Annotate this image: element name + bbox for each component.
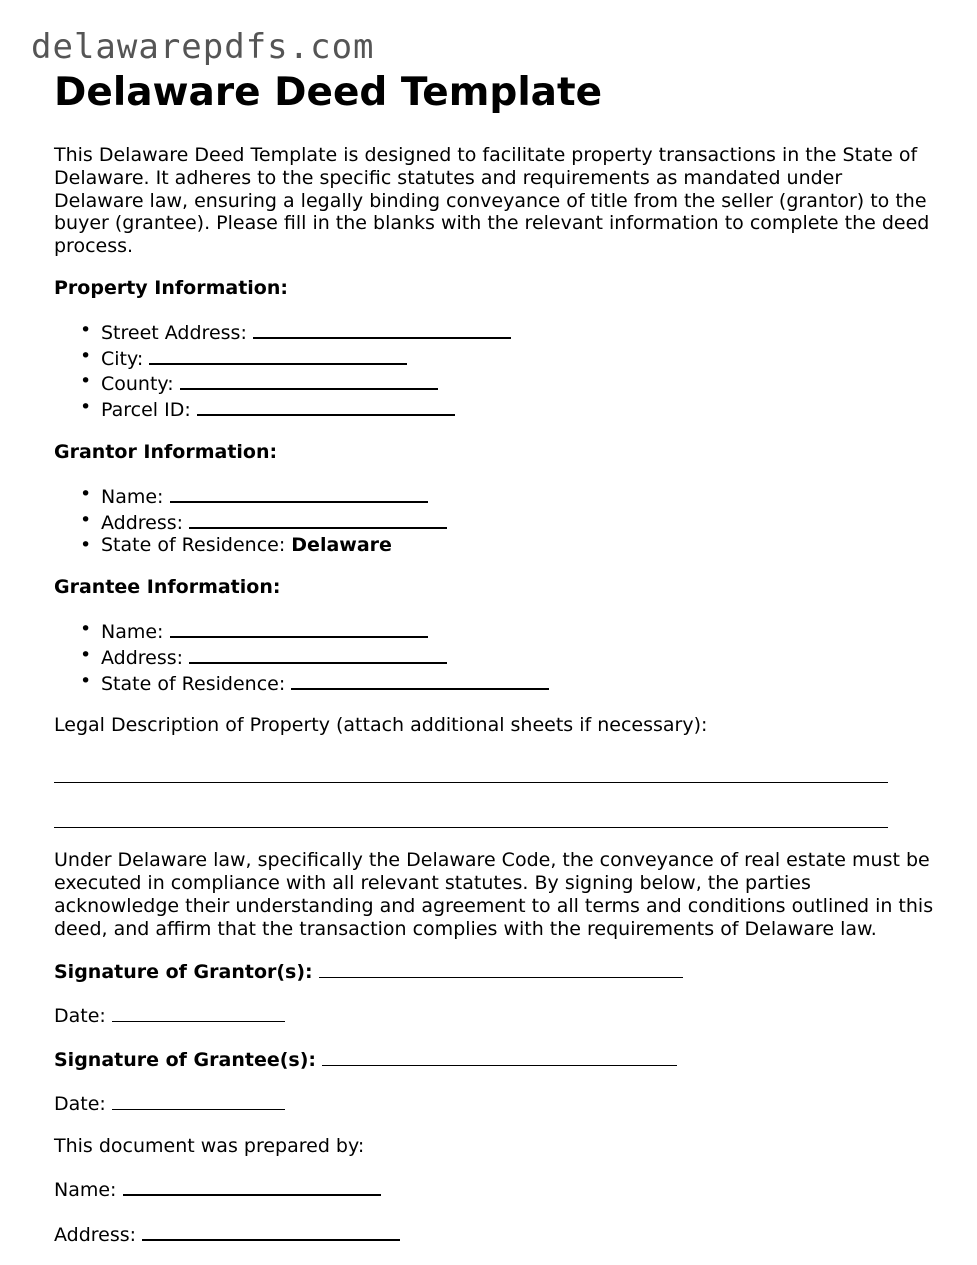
list-item — [101, 670, 934, 696]
grantee-signature-field[interactable] — [322, 1047, 677, 1066]
preparer-name-label: Name: — [54, 1179, 117, 1202]
grantor-residence-label: State of Residence: — [101, 534, 286, 557]
grantee-date-row — [54, 1091, 934, 1116]
page-title: Delaware Deed Template — [54, 70, 603, 115]
compliance-paragraph: Under Delaware law, specifically the Delaware Code, the conveyance of real estate must be executed in compliance with all relevant statutes. By signing below, the parties acknowledge their understanding and agreement to all terms and conditions outlined in this deed, and affirm that the transaction complies with the requirements of Delaware law. — [54, 849, 934, 940]
list-item — [101, 345, 934, 371]
deed-document — [54, 72, 934, 1247]
grantee-heading: Grantee Information: — [54, 576, 281, 599]
list-item — [101, 644, 934, 670]
grantor-address-field[interactable] — [189, 509, 447, 529]
city-label: City: — [101, 347, 144, 370]
preparer-heading: This document was prepared by: — [54, 1134, 365, 1157]
grantor-name-field[interactable] — [170, 483, 428, 503]
intro-paragraph: This Delaware Deed Template is designed to facilitate property transactions in the State of Delaware. It adheres to the specific statutes and requirements as mandated under Delaware law, ensuring a legally binding conveyance of title from the seller (grantor) to the buyer (grantee). Please fill in the blanks with the relevant information to complete the deed process. — [54, 144, 930, 258]
street-address-field[interactable] — [253, 319, 511, 339]
list-item — [101, 509, 934, 535]
grantee-residence-label: State of Residence: — [101, 672, 286, 695]
legal-description-line-1[interactable] — [54, 758, 888, 783]
grantee-address-field[interactable] — [189, 644, 447, 664]
property-heading: Property Information: — [54, 276, 288, 299]
grantor-name-label: Name: — [101, 485, 164, 508]
legal-description-label: Legal Description of Property (attach additional sheets if necessary): — [54, 714, 708, 737]
preparer-address-row — [54, 1221, 934, 1247]
property-list — [54, 319, 934, 422]
grantor-signature-row — [54, 959, 934, 984]
list-item — [101, 319, 934, 345]
preparer-name-row — [54, 1176, 934, 1202]
grantee-date-field[interactable] — [112, 1091, 285, 1110]
preparer-address-label: Address: — [54, 1224, 137, 1247]
grantor-heading: Grantor Information: — [54, 440, 278, 463]
grantor-signature-field[interactable] — [319, 959, 683, 978]
watermark-text: delawarepdfs.com — [31, 27, 375, 67]
grantee-address-label: Address: — [101, 646, 184, 669]
grantor-address-label: Address: — [101, 511, 184, 534]
preparer-name-field[interactable] — [123, 1176, 381, 1196]
grantor-date-row — [54, 1003, 934, 1028]
grantor-date-field[interactable] — [112, 1003, 285, 1022]
list-item — [101, 483, 934, 509]
list-item — [101, 534, 934, 557]
county-field[interactable] — [180, 370, 438, 390]
grantee-name-label: Name: — [101, 620, 164, 643]
city-field[interactable] — [149, 345, 407, 365]
grantee-name-field[interactable] — [170, 618, 428, 638]
grantee-date-label: Date: — [54, 1092, 106, 1115]
parcel-id-label: Parcel ID: — [101, 399, 191, 422]
legal-description-line-2[interactable] — [54, 803, 888, 828]
parcel-id-field[interactable] — [197, 396, 455, 416]
grantor-residence-value: Delaware — [291, 534, 392, 557]
grantee-residence-field[interactable] — [291, 670, 549, 690]
grantor-list — [54, 483, 934, 557]
list-item — [101, 370, 934, 396]
grantor-signature-label: Signature of Grantor(s): — [54, 961, 313, 984]
grantee-signature-label: Signature of Grantee(s): — [54, 1048, 317, 1071]
preparer-address-field[interactable] — [142, 1221, 400, 1241]
county-label: County: — [101, 373, 174, 396]
grantee-signature-row — [54, 1047, 934, 1072]
street-address-label: Street Address: — [101, 321, 247, 344]
grantee-list — [54, 618, 934, 695]
list-item — [101, 396, 934, 422]
grantor-date-label: Date: — [54, 1005, 106, 1028]
list-item — [101, 618, 934, 644]
